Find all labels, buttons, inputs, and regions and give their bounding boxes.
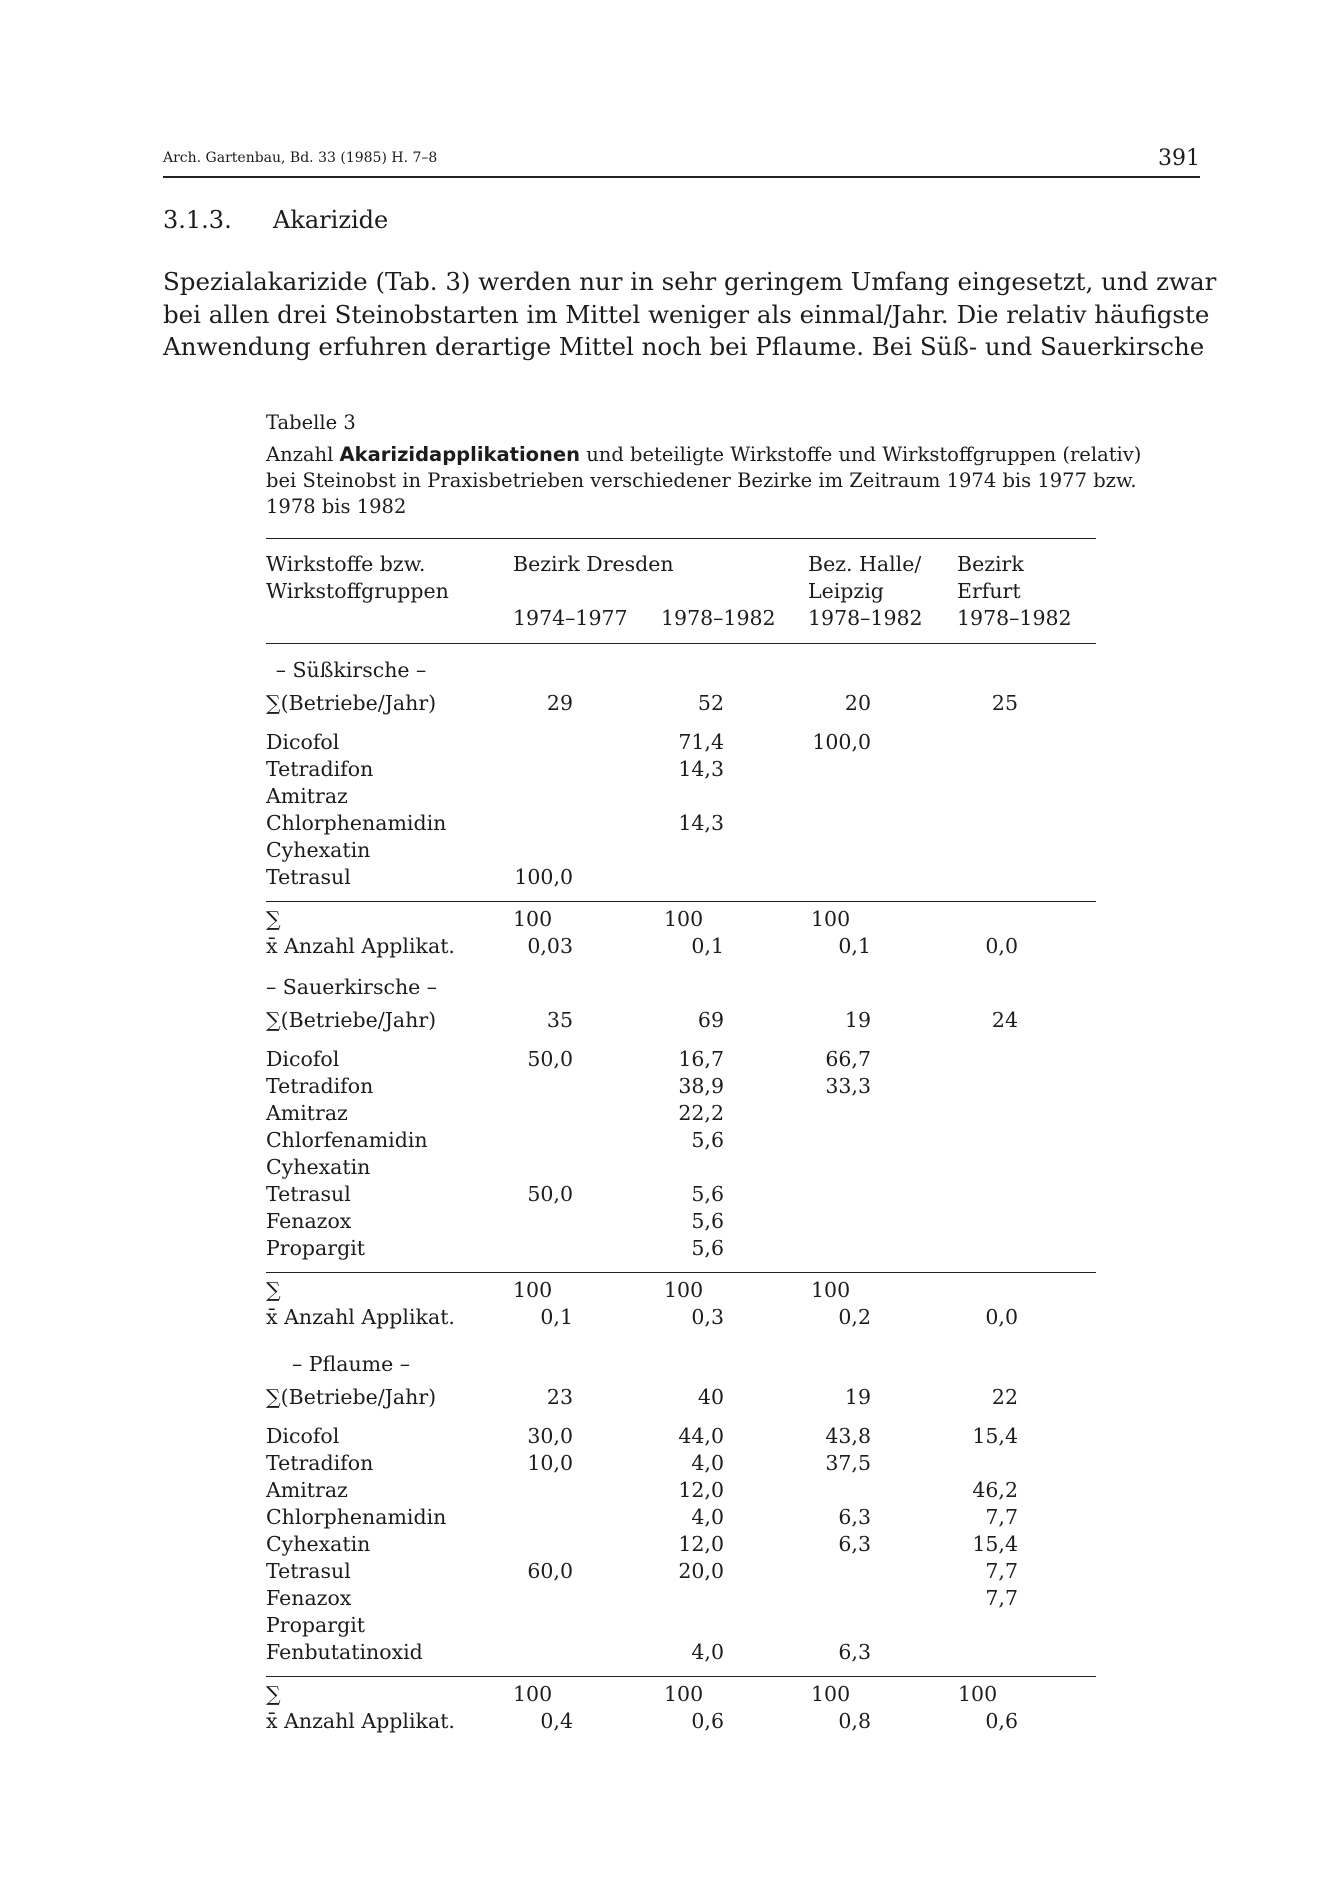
body-line: bei allen drei Steinobstarten im Mittel weniger als einmal/Jahr. Die relativ häufigste [163,299,1210,329]
row-label: Propargit [266,1236,365,1260]
cell: 0,2 [838,1305,871,1329]
row-label: Fenazox [266,1586,352,1610]
row-label: Chlorphenamidin [266,1505,447,1529]
table-row [266,1559,1096,1586]
row-label: ∑ [266,1682,281,1706]
cell: 15,4 [972,1532,1018,1556]
row-label: Tetrasul [266,1182,351,1206]
table-row [266,1613,1096,1640]
sum-row [266,1682,1096,1709]
cell: 0,03 [527,934,573,958]
cell: 20 [844,691,871,715]
row-label: ∑(Betriebe/Jahr) [266,1385,437,1409]
table-row [266,1586,1096,1613]
cell: 37,5 [825,1451,871,1475]
crop-heading: – Pflaume – [292,1352,410,1376]
caption-line [266,442,1206,468]
cell: 22 [991,1385,1018,1409]
cell: 100 [664,907,704,931]
cell: 14,3 [678,811,724,835]
row-label: x̄ Anzahl Applikat. [266,934,455,958]
mean-row [266,1305,1096,1332]
cell: 0,3 [691,1305,724,1329]
cell: 0,6 [985,1709,1018,1733]
header-dresden-period-2: 1978–1982 [661,606,776,630]
cell: 4,0 [691,1505,724,1529]
header-erfurt-1: Bezirk [957,552,1024,576]
cell: 0,8 [838,1709,871,1733]
betriebe-row [266,691,1096,718]
header-dresden: Bezirk Dresden [513,552,674,576]
table-row [266,1505,1096,1532]
cell: 43,8 [825,1424,871,1448]
sum-rule [266,901,1096,902]
stub-header-1: Wirkstoffe bzw. [266,552,426,576]
caption-rest: und beteiligte Wirkstoffe und Wirkstoffgruppen (relativ) [580,443,1142,466]
table-row [266,784,1096,811]
betriebe-row [266,1385,1096,1412]
cell: 100 [958,1682,998,1706]
crop-heading: – Süßkirsche – [275,658,427,682]
stub-header-2: Wirkstoffgruppen [266,579,449,603]
row-label: Fenazox [266,1209,352,1233]
sum-rule [266,1676,1096,1677]
row-label: x̄ Anzahl Applikat. [266,1709,455,1733]
row-label: Cyhexatin [266,1532,371,1556]
cell: 0,0 [985,934,1018,958]
table-row [266,1209,1096,1236]
cell: 20,0 [678,1559,724,1583]
cell: 19 [844,1008,871,1032]
cell: 7,7 [985,1559,1018,1583]
cell: 7,7 [985,1505,1018,1529]
row-label: ∑(Betriebe/Jahr) [266,691,437,715]
cell: 23 [546,1385,573,1409]
cell: 0,4 [540,1709,573,1733]
cell: 44,0 [678,1424,724,1448]
row-label: ∑ [266,907,281,931]
header-rule [163,176,1200,178]
cell: 0,6 [691,1709,724,1733]
cell: 4,0 [691,1451,724,1475]
table-row [266,865,1096,892]
cell: 6,3 [838,1532,871,1556]
table-row [266,1047,1096,1074]
header-erfurt-2: Erfurt [957,579,1021,603]
cell: 16,7 [678,1047,724,1071]
cell: 6,3 [838,1505,871,1529]
cell: 0,1 [691,934,724,958]
table-row [266,1478,1096,1505]
table-row [266,1074,1096,1101]
row-label: Amitraz [266,1101,348,1125]
cell: 29 [546,691,573,715]
caption-pre: Anzahl [266,443,340,466]
section-title: Akarizide [273,206,389,234]
row-label: Dicofol [266,1424,340,1448]
cell: 33,3 [825,1074,871,1098]
cell: 12,0 [678,1532,724,1556]
table-top-rule [266,538,1096,539]
cell: 5,6 [691,1182,724,1206]
body-paragraph [163,266,1217,364]
row-label: Propargit [266,1613,365,1637]
cell: 100 [513,1682,553,1706]
cell: 5,6 [691,1209,724,1233]
row-label: Tetradifon [266,1074,374,1098]
row-label: Amitraz [266,784,348,808]
cell: 100,0 [812,730,871,754]
cell: 5,6 [691,1128,724,1152]
cell: 25 [991,691,1018,715]
row-label: Chlorphenamidin [266,811,447,835]
cell: 40 [697,1385,724,1409]
table-row [266,1101,1096,1128]
cell: 24 [991,1008,1018,1032]
table-row [266,1236,1096,1263]
cell: 4,0 [691,1640,724,1664]
cell: 14,3 [678,757,724,781]
cell: 10,0 [527,1451,573,1475]
cell: 52 [697,691,724,715]
row-label: Amitraz [266,1478,348,1502]
row-label: Chlorfenamidin [266,1128,428,1152]
header-halle-2: Leipzig [808,579,884,603]
row-label: Cyhexatin [266,838,371,862]
row-label: Tetradifon [266,757,374,781]
row-label: x̄ Anzahl Applikat. [266,1305,455,1329]
header-bottom-rule [266,643,1096,644]
sum-row [266,907,1096,934]
crop-heading: – Sauerkirsche – [266,975,438,999]
cell: 0,0 [985,1305,1018,1329]
table-row [266,1424,1096,1451]
table-row [266,730,1096,757]
section-number: 3.1.3. [163,206,232,234]
cell: 69 [697,1008,724,1032]
sum-rule [266,1272,1096,1273]
body-line: Spezialakarizide (Tab. 3) werden nur in sehr geringem Umfang eingesetzt, und zwar [163,267,1217,296]
journal-citation: Arch. Gartenbau, Bd. 33 (1985) H. 7–8 [163,150,438,166]
body-line: Anwendung erfuhren derartige Mittel noch bei Pflaume. Bei Süß- und Sauerkirsche [163,332,1205,361]
row-label: Tetrasul [266,865,351,889]
header-halle-period: 1978–1982 [808,606,923,630]
sum-row [266,1278,1096,1305]
cell: 19 [844,1385,871,1409]
row-label: ∑(Betriebe/Jahr) [266,1008,437,1032]
cell: 35 [546,1008,573,1032]
row-label: Tetrasul [266,1559,351,1583]
row-label: Dicofol [266,1047,340,1071]
cell: 60,0 [527,1559,573,1583]
table-label: Tabelle 3 [266,411,356,434]
cell: 50,0 [527,1182,573,1206]
cell: 100 [664,1278,704,1302]
cell: 30,0 [527,1424,573,1448]
header-erfurt-period: 1978–1982 [957,606,1072,630]
cell: 100 [811,1278,851,1302]
row-label: ∑ [266,1278,281,1302]
cell: 100,0 [514,865,573,889]
cell: 12,0 [678,1478,724,1502]
cell: 6,3 [838,1640,871,1664]
table-row [266,1640,1096,1667]
cell: 7,7 [985,1586,1018,1610]
mean-row [266,934,1096,961]
row-label: Dicofol [266,730,340,754]
table-row [266,811,1096,838]
cell: 15,4 [972,1424,1018,1448]
header-halle-1: Bez. Halle/ [808,552,922,576]
table-row [266,838,1096,865]
row-label: Cyhexatin [266,1155,371,1179]
table-row [266,1451,1096,1478]
table-row [266,757,1096,784]
cell: 0,1 [838,934,871,958]
table-row [266,1128,1096,1155]
section-heading [163,206,388,234]
table-row [266,1155,1096,1182]
row-label: Fenbutatinoxid [266,1640,423,1664]
cell: 5,6 [691,1236,724,1260]
cell: 71,4 [678,730,724,754]
caption-line: bei Steinobst in Praxisbetrieben verschiedener Bezirke im Zeitraum 1974 bis 1977 bzw. [266,469,1137,492]
page-number: 391 [1158,146,1200,171]
cell: 100 [513,907,553,931]
cell: 22,2 [678,1101,724,1125]
cell: 100 [811,1682,851,1706]
cell: 100 [664,1682,704,1706]
caption-bold-term: Akarizidapplikationen [339,443,581,466]
cell: 0,1 [540,1305,573,1329]
row-label: Tetradifon [266,1451,374,1475]
cell: 66,7 [825,1047,871,1071]
caption-line: 1978 bis 1982 [266,495,407,518]
betriebe-row [266,1008,1096,1035]
cell: 50,0 [527,1047,573,1071]
cell: 100 [513,1278,553,1302]
header-dresden-period-1: 1974–1977 [513,606,628,630]
table-row [266,1532,1096,1559]
mean-row [266,1709,1096,1736]
cell: 38,9 [678,1074,724,1098]
table-caption [266,410,1206,520]
cell: 100 [811,907,851,931]
cell: 46,2 [972,1478,1018,1502]
table-row [266,1182,1096,1209]
